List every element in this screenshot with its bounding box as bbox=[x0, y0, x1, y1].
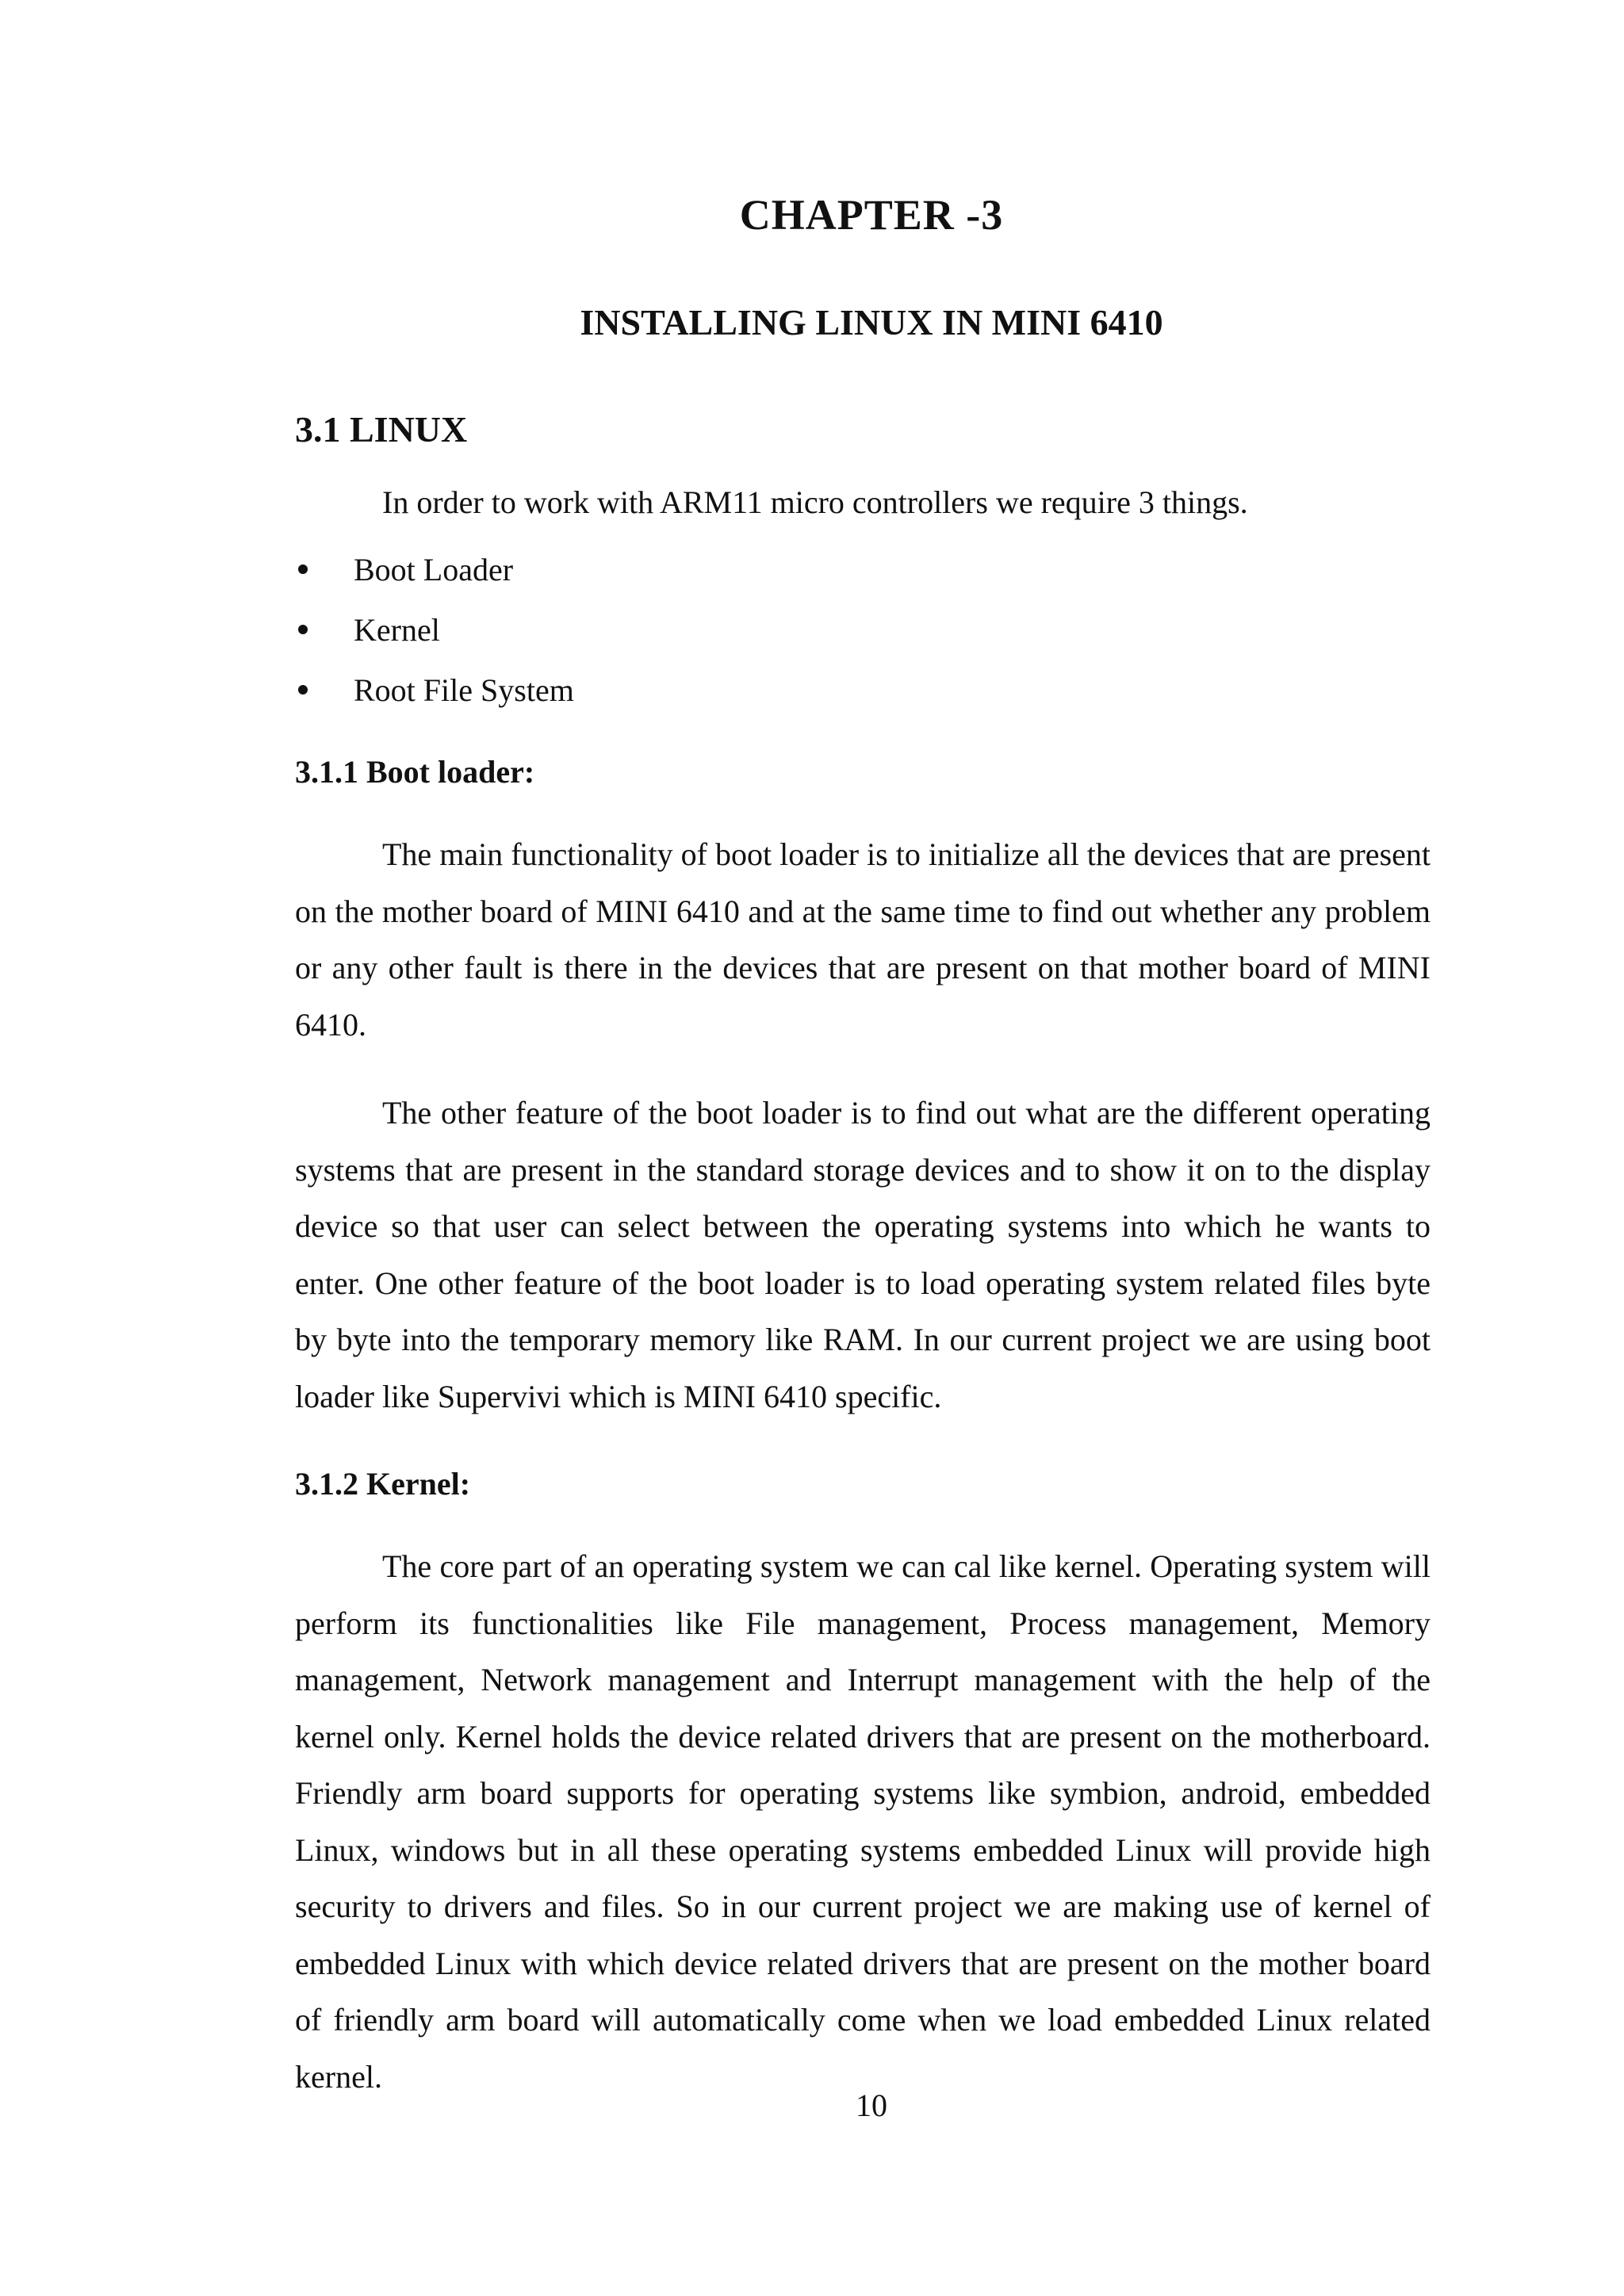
bullet-icon bbox=[298, 625, 308, 634]
kernel-paragraph-1: The core part of an operating system we can cal like kernel. Operating system will perform its functionalities like File management, Process management, Memory management, Network management and Interrupt management with the help of the kernel only. Kernel holds the device related drivers that are present on the motherboard. Friendly arm board supports for operating systems like symbion, android, embedded Linux, windows but in all these operating systems embedded Linux will provide high security to drivers and files. So in our current project we are making use of kernel of embedded Linux with which device related drivers that are present on the mother board of friendly arm board will automatically come when we load embedded Linux related kernel. bbox=[295, 1548, 1431, 2095]
bootloader-heading: 3.1.1 Boot loader: bbox=[295, 754, 535, 790]
list-item-label: Boot Loader bbox=[354, 551, 514, 587]
section-heading: 3.1 LINUX bbox=[295, 409, 468, 450]
list-item bbox=[295, 599, 574, 660]
bootloader-paragraph-1: The main functionality of boot loader is to initialize all the devices that are present on the mother board of MINI 6410 and at the same time to find out whether any problem or any other fault is there in the devices that are present on that mother board of MINI 6410. bbox=[295, 836, 1431, 1043]
list-item bbox=[295, 539, 574, 599]
list-item-label: Kernel bbox=[354, 611, 440, 648]
intro-text: In order to work with ARM11 micro controllers we require 3 things. bbox=[382, 484, 1248, 520]
bullet-icon bbox=[298, 564, 308, 574]
page-number: 10 bbox=[856, 2087, 887, 2123]
kernel-heading: 3.1.2 Kernel: bbox=[295, 1466, 471, 1502]
chapter-subtitle: INSTALLING LINUX IN MINI 6410 bbox=[580, 302, 1163, 342]
bullet-icon bbox=[298, 685, 308, 695]
chapter-title: CHAPTER -3 bbox=[739, 191, 1004, 239]
bootloader-paragraph-2: The other feature of the boot loader is to find out what are the different operating systems that are present in the standard storage devices and to show it on to the display device so that user can select between the operating systems into which he wants to enter. One other feature of the boot loader is to load operating system related files byte by byte into the temporary memory like RAM. In our current project we are using boot loader like Supervivi which is MINI 6410 specific. bbox=[295, 1095, 1431, 1414]
list-item-label: Root File System bbox=[354, 672, 574, 708]
list-item bbox=[295, 660, 574, 720]
requirements-list bbox=[295, 539, 574, 720]
